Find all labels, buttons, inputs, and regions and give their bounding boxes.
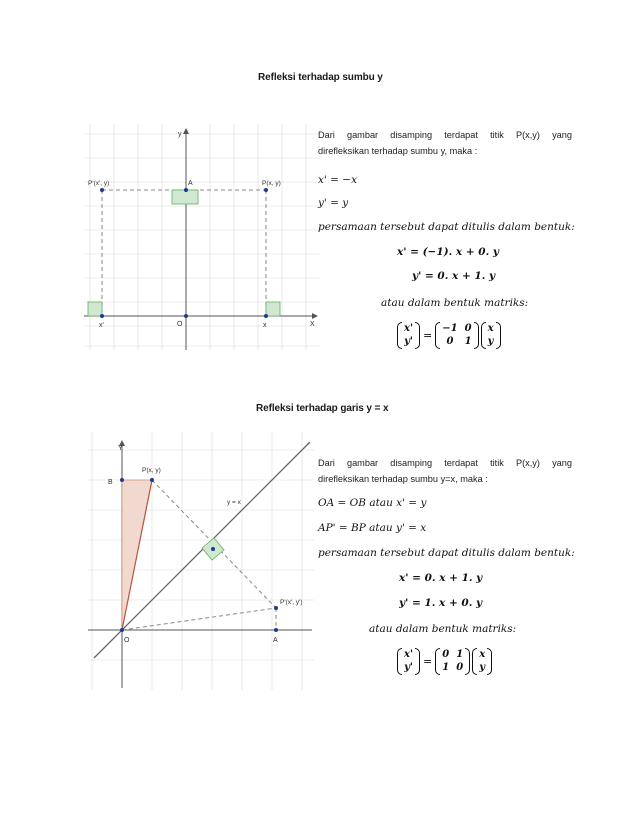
matrix-lhs (397, 322, 420, 349)
matrix-transform (435, 648, 470, 675)
matrix-cell: −1 (442, 323, 458, 334)
label-y-axis: Y (118, 445, 123, 452)
equation: y' = 1. x + 0. y (399, 597, 483, 609)
matrix-cell: y' (404, 662, 413, 673)
label-y-axis: y (178, 131, 182, 138)
equation: OA = OB atau x' = y (318, 497, 427, 509)
label-p: P(x, y) (142, 467, 161, 474)
label-x: x (263, 322, 267, 329)
label-x-axis: X (310, 321, 315, 328)
matrix-cell: y' (404, 336, 413, 347)
figure-reflection-y-axis (84, 124, 320, 350)
equation: y' = y (318, 197, 349, 209)
paragraph-line: Dari gambar disamping terdapat titik P(x,y) yang (318, 130, 572, 140)
matrix-cell: 0 (442, 649, 450, 660)
section2-paragraph (318, 455, 572, 487)
matrix-cell: x' (404, 323, 414, 334)
label-p-prime: P'(x', y) (88, 180, 110, 187)
section1-paragraph (318, 127, 572, 159)
label-origin: O (124, 637, 130, 644)
equation: AP' = BP atau y' = x (318, 522, 427, 534)
matrix-rhs (472, 648, 492, 675)
paragraph-line: direfleksikan terhadap sumbu y=x, maka : (318, 474, 488, 484)
label-p-prime: P'(x', y') (280, 599, 303, 606)
label-line-y-x: y = x (227, 499, 241, 506)
matrix-cell: x' (404, 649, 414, 660)
matrix-cell: 0 (446, 336, 454, 347)
equation: y' = 0. x + 1. y (412, 270, 496, 282)
section1-title: Refleksi terhadap sumbu y (258, 72, 383, 83)
label-origin: O (177, 321, 183, 328)
matrix-equation (397, 648, 492, 675)
matrix-caption: atau dalam bentuk matriks: (369, 623, 517, 635)
matrix-cell: x (479, 649, 486, 660)
label-x-prime: x' (99, 322, 104, 329)
equals-sign: = (423, 329, 433, 342)
equals-sign: = (423, 655, 433, 668)
matrix-equation (397, 322, 501, 349)
matrix-cell: 1 (464, 336, 472, 347)
matrix-cell: 0 (464, 323, 472, 334)
label-a: A (273, 637, 278, 644)
section2-title: Refleksi terhadap garis y = x (256, 403, 389, 414)
equation: x' = (−1). x + 0. y (397, 246, 500, 258)
matrix-transform (435, 322, 478, 349)
label-a: A (188, 180, 193, 187)
matrix-cell: y (487, 336, 494, 347)
matrix-cell: y (479, 662, 486, 673)
equation: x' = −x (318, 174, 358, 186)
matrix-rhs (481, 322, 501, 349)
figure-reflection-line-y-x (88, 432, 314, 690)
matrix-caption: atau dalam bentuk matriks: (381, 297, 529, 309)
equation-note: persamaan tersebut dapat ditulis dalam bentuk: (318, 221, 575, 233)
label-b: B (108, 479, 113, 486)
equation: x' = 0. x + 1. y (399, 572, 483, 584)
matrix-lhs (397, 648, 420, 675)
paragraph-line: direfleksikan terhadap sumbu y, maka : (318, 146, 478, 156)
equation-note: persamaan tersebut dapat ditulis dalam bentuk: (318, 547, 575, 559)
matrix-cell: 1 (456, 649, 464, 660)
matrix-cell: 1 (442, 662, 450, 673)
label-p: P(x, y) (262, 180, 281, 187)
paragraph-line: Dari gambar disamping terdapat titik P(x,y) yang (318, 458, 572, 468)
matrix-cell: x (487, 323, 494, 334)
matrix-cell: 0 (456, 662, 464, 673)
